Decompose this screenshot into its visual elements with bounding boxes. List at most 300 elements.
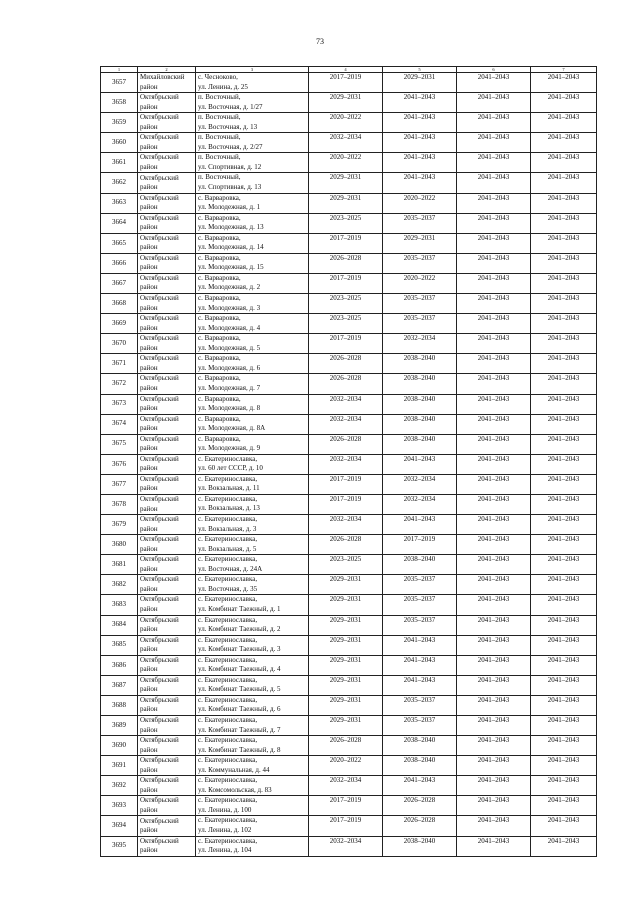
district-cell: Октябрьский район	[138, 515, 196, 535]
address-locality: с. Чесноково,	[198, 73, 238, 81]
period-cell: 2041–2043	[457, 454, 531, 474]
period-cell: 2041–2043	[531, 494, 597, 514]
period-cell: 2023–2025	[309, 555, 383, 575]
period-cell: 2038–2040	[383, 756, 457, 776]
district-cell: Михайловский район	[138, 73, 196, 93]
period-cell: 2032–2034	[309, 133, 383, 153]
period-cell: 2041–2043	[457, 776, 531, 796]
row-number: 3660	[101, 133, 138, 153]
period-cell: 2026–2028	[309, 535, 383, 555]
period-cell: 2041–2043	[457, 515, 531, 535]
district-cell: Октябрьский район	[138, 595, 196, 615]
period-cell: 2041–2043	[531, 796, 597, 816]
address-street: ул. Комбинат Таежный, д. 5	[198, 685, 281, 694]
address-street: ул. Молодежная, д. 1	[198, 203, 261, 212]
row-number: 3691	[101, 756, 138, 776]
period-cell: 2041–2043	[531, 314, 597, 334]
period-cell: 2041–2043	[531, 434, 597, 454]
address-cell	[196, 836, 309, 856]
district-cell: Октябрьский район	[138, 635, 196, 655]
address-cell	[196, 113, 309, 133]
row-number: 3672	[101, 374, 138, 394]
address-locality: с. Екатеринославка,	[198, 816, 258, 825]
address-cell	[196, 555, 309, 575]
address-cell	[196, 233, 309, 253]
period-cell: 2041–2043	[383, 93, 457, 113]
address-street: ул. Молодежная, д. 9	[198, 444, 261, 453]
period-cell: 2041–2043	[531, 575, 597, 595]
table-row	[101, 595, 597, 615]
row-number: 3674	[101, 414, 138, 434]
address-cell	[196, 796, 309, 816]
period-cell: 2041–2043	[531, 93, 597, 113]
period-cell: 2026–2028	[383, 796, 457, 816]
period-cell: 2041–2043	[531, 816, 597, 836]
table-row	[101, 153, 597, 173]
address-locality: с. Варваровка,	[198, 334, 241, 343]
table-row	[101, 173, 597, 193]
period-cell: 2023–2025	[309, 314, 383, 334]
address-locality: с. Екатеринославка,	[198, 474, 258, 483]
period-cell: 2038–2040	[383, 354, 457, 374]
period-cell: 2035–2037	[383, 695, 457, 715]
column-number: 2	[138, 67, 196, 73]
address-locality: с. Екатеринославка,	[198, 756, 258, 765]
row-number: 3662	[101, 173, 138, 193]
row-number: 3669	[101, 314, 138, 334]
period-cell: 2041–2043	[531, 253, 597, 273]
period-cell: 2020–2022	[309, 113, 383, 133]
address-cell	[196, 93, 309, 113]
table-row	[101, 796, 597, 816]
period-cell: 2041–2043	[383, 454, 457, 474]
period-cell: 2041–2043	[457, 816, 531, 836]
period-cell: 2035–2037	[383, 716, 457, 736]
period-cell: 2029–2031	[309, 675, 383, 695]
period-cell: 2026–2028	[309, 253, 383, 273]
row-number: 3692	[101, 776, 138, 796]
address-cell	[196, 595, 309, 615]
address-street: ул. Ленина, д. 25	[198, 82, 248, 91]
period-cell: 2035–2037	[383, 213, 457, 233]
row-number: 3693	[101, 796, 138, 816]
period-cell: 2017–2019	[309, 474, 383, 494]
address-locality: с. Екатеринославка,	[198, 494, 258, 503]
period-cell: 2029–2031	[309, 695, 383, 715]
address-cell	[196, 816, 309, 836]
district-cell: Октябрьский район	[138, 454, 196, 474]
column-number: 5	[383, 67, 457, 73]
row-number: 3689	[101, 716, 138, 736]
period-cell: 2041–2043	[457, 334, 531, 354]
period-cell: 2041–2043	[383, 515, 457, 535]
period-cell: 2038–2040	[383, 374, 457, 394]
period-cell: 2041–2043	[531, 635, 597, 655]
address-street: ул. Комсомольская, д. 83	[198, 785, 272, 794]
period-cell: 2041–2043	[383, 675, 457, 695]
housing-schedule-table	[100, 66, 597, 857]
row-number: 3684	[101, 615, 138, 635]
row-number: 3657	[101, 73, 138, 93]
period-cell: 2041–2043	[457, 575, 531, 595]
table-row	[101, 213, 597, 233]
period-cell: 2041–2043	[531, 454, 597, 474]
row-number: 3667	[101, 273, 138, 293]
period-cell: 2041–2043	[531, 133, 597, 153]
period-cell: 2041–2043	[531, 836, 597, 856]
period-cell: 2032–2034	[309, 414, 383, 434]
table-row	[101, 816, 597, 836]
address-street: ул. Молодежная, д. 7	[198, 383, 261, 392]
period-cell: 2017–2019	[309, 816, 383, 836]
address-street: ул. Молодежная, д. 2	[198, 283, 261, 292]
district-cell: Октябрьский район	[138, 133, 196, 153]
address-locality: с. Екатеринославка,	[198, 655, 258, 664]
row-number: 3679	[101, 515, 138, 535]
address-street: ул. Восточная, д. 35	[198, 584, 258, 593]
period-cell: 2041–2043	[457, 635, 531, 655]
period-cell: 2038–2040	[383, 394, 457, 414]
address-cell	[196, 635, 309, 655]
period-cell: 2041–2043	[531, 756, 597, 776]
period-cell: 2041–2043	[457, 595, 531, 615]
period-cell: 2041–2043	[531, 655, 597, 675]
table-row	[101, 374, 597, 394]
address-cell	[196, 675, 309, 695]
address-locality: с. Варваровка,	[198, 233, 241, 242]
district-cell: Октябрьский район	[138, 334, 196, 354]
row-number: 3664	[101, 213, 138, 233]
address-locality: с. Екатеринославка,	[198, 555, 258, 564]
period-cell: 2041–2043	[457, 695, 531, 715]
address-street: ул. Коммунальная, д. 44	[198, 765, 270, 774]
address-street: ул. Вокзальная, д. 13	[198, 504, 260, 513]
period-cell: 2041–2043	[531, 535, 597, 555]
period-cell: 2041–2043	[531, 695, 597, 715]
address-cell	[196, 253, 309, 273]
table-row	[101, 695, 597, 715]
address-locality: с. Варваровка,	[198, 414, 241, 423]
table-row	[101, 615, 597, 635]
address-cell	[196, 776, 309, 796]
period-cell: 2029–2031	[309, 615, 383, 635]
address-street: ул. 60 лет СССР, д. 10	[198, 464, 263, 473]
address-street: ул. Комбинат Таежный, д. 3	[198, 645, 281, 654]
address-street: ул. Восточная, д. 24А	[198, 564, 263, 573]
address-street: ул. Молодежная, д. 13	[198, 223, 264, 232]
address-street: ул. Молодежная, д. 14	[198, 243, 264, 252]
address-cell	[196, 535, 309, 555]
period-cell: 2041–2043	[531, 113, 597, 133]
period-cell: 2041–2043	[457, 93, 531, 113]
row-number: 3688	[101, 695, 138, 715]
row-number: 3695	[101, 836, 138, 856]
address-locality: с. Екатеринославка,	[198, 575, 258, 584]
district-cell: Октябрьский район	[138, 414, 196, 434]
district-cell: Октябрьский район	[138, 816, 196, 836]
period-cell: 2041–2043	[383, 113, 457, 133]
address-locality: с. Екатеринославка,	[198, 836, 258, 845]
period-cell: 2038–2040	[383, 555, 457, 575]
address-locality: с. Варваровка,	[198, 374, 241, 383]
period-cell: 2041–2043	[457, 555, 531, 575]
period-cell: 2038–2040	[383, 736, 457, 756]
address-cell	[196, 394, 309, 414]
district-cell: Октябрьский район	[138, 756, 196, 776]
row-number: 3681	[101, 555, 138, 575]
address-cell	[196, 655, 309, 675]
period-cell: 2041–2043	[457, 314, 531, 334]
column-number: 3	[196, 67, 309, 73]
address-locality: с. Екатеринославка,	[198, 796, 258, 805]
table-row	[101, 193, 597, 213]
period-cell: 2041–2043	[457, 394, 531, 414]
period-cell: 2026–2028	[309, 354, 383, 374]
row-number: 3666	[101, 253, 138, 273]
address-cell	[196, 374, 309, 394]
period-cell: 2041–2043	[457, 294, 531, 314]
address-locality: с. Варваровка,	[198, 354, 241, 363]
period-cell: 2041–2043	[457, 173, 531, 193]
period-cell: 2041–2043	[531, 233, 597, 253]
period-cell: 2041–2043	[457, 655, 531, 675]
address-locality: п. Восточный,	[198, 93, 241, 102]
row-number: 3665	[101, 233, 138, 253]
address-locality: с. Екатеринославка,	[198, 716, 258, 724]
address-cell	[196, 153, 309, 173]
table-row	[101, 535, 597, 555]
district-cell: Октябрьский район	[138, 776, 196, 796]
table-row	[101, 515, 597, 535]
table-row	[101, 334, 597, 354]
address-street: ул. Комбинат Таежный, д. 6	[198, 705, 281, 714]
district-cell: Октябрьский район	[138, 535, 196, 555]
period-cell: 2041–2043	[457, 494, 531, 514]
address-street: ул. Комбинат Таежный, д. 8	[198, 745, 281, 754]
address-cell	[196, 73, 309, 93]
table-row	[101, 716, 597, 736]
district-cell: Октябрьский район	[138, 273, 196, 293]
address-locality: п. Восточный,	[198, 153, 241, 162]
address-locality: с. Екатеринославка,	[198, 776, 258, 785]
row-number: 3658	[101, 93, 138, 113]
period-cell: 2041–2043	[457, 535, 531, 555]
district-cell: Октябрьский район	[138, 314, 196, 334]
row-number: 3680	[101, 535, 138, 555]
period-cell: 2041–2043	[457, 153, 531, 173]
address-cell	[196, 695, 309, 715]
address-locality: с. Екатеринославка,	[198, 515, 258, 524]
period-cell: 2035–2037	[383, 314, 457, 334]
period-cell: 2041–2043	[531, 394, 597, 414]
period-cell: 2041–2043	[531, 716, 597, 736]
district-cell: Октябрьский район	[138, 394, 196, 414]
address-street: ул. Молодежная, д. 5	[198, 343, 261, 352]
address-street: ул. Восточная, д. 2/27	[198, 142, 263, 151]
address-street: ул. Ленина, д. 104	[198, 846, 252, 855]
address-street: ул. Вокзальная, д. 11	[198, 484, 260, 493]
table-row	[101, 93, 597, 113]
address-street: ул. Молодежная, д. 3	[198, 303, 261, 312]
row-number: 3678	[101, 494, 138, 514]
address-street: ул. Молодежная, д. 4	[198, 323, 261, 332]
district-cell: Октябрьский район	[138, 655, 196, 675]
address-street: ул. Комбинат Таежный, д. 1	[198, 604, 281, 613]
address-cell	[196, 716, 309, 736]
address-locality: с. Екатеринославка,	[198, 615, 258, 624]
address-locality: с. Екатеринославка,	[198, 535, 258, 544]
district-cell: Октябрьский район	[138, 354, 196, 374]
address-street: ул. Вокзальная, д. 3	[198, 524, 257, 533]
period-cell: 2041–2043	[457, 836, 531, 856]
period-cell: 2041–2043	[457, 615, 531, 635]
table-body	[101, 67, 597, 857]
table-row	[101, 776, 597, 796]
column-number: 7	[531, 67, 597, 73]
row-number: 3686	[101, 655, 138, 675]
period-cell: 2026–2028	[309, 374, 383, 394]
period-cell: 2038–2040	[383, 414, 457, 434]
period-cell: 2041–2043	[531, 354, 597, 374]
address-cell	[196, 173, 309, 193]
period-cell: 2017–2019	[309, 273, 383, 293]
address-street: ул. Молодежная, д. 8А	[198, 424, 266, 433]
address-street: ул. Вокзальная, д. 5	[198, 544, 257, 553]
table-row	[101, 273, 597, 293]
period-cell: 2041–2043	[457, 414, 531, 434]
period-cell: 2026–2028	[309, 434, 383, 454]
period-cell: 2029–2031	[309, 635, 383, 655]
period-cell: 2017–2019	[309, 73, 383, 93]
district-cell: Октябрьский район	[138, 575, 196, 595]
row-number: 3694	[101, 816, 138, 836]
period-cell: 2041–2043	[457, 736, 531, 756]
table-row	[101, 555, 597, 575]
address-locality: с. Варваровка,	[198, 273, 241, 282]
table-row	[101, 394, 597, 414]
period-cell: 2041–2043	[457, 756, 531, 776]
address-street: ул. Комбинат Таежный, д. 7	[198, 725, 281, 734]
address-locality: с. Варваровка,	[198, 434, 241, 443]
period-cell: 2041–2043	[531, 515, 597, 535]
period-cell: 2041–2043	[531, 294, 597, 314]
district-cell: Октябрьский район	[138, 675, 196, 695]
address-street: ул. Комбинат Таежный, д. 4	[198, 665, 281, 674]
period-cell: 2041–2043	[531, 213, 597, 233]
period-cell: 2035–2037	[383, 615, 457, 635]
row-number: 3673	[101, 394, 138, 414]
address-cell	[196, 454, 309, 474]
address-street: ул. Восточная, д. 13	[198, 122, 258, 131]
period-cell: 2017–2019	[309, 334, 383, 354]
period-cell: 2041–2043	[457, 675, 531, 695]
period-cell: 2041–2043	[457, 193, 531, 213]
period-cell: 2041–2043	[457, 133, 531, 153]
period-cell: 2020–2022	[309, 153, 383, 173]
period-cell: 2041–2043	[383, 635, 457, 655]
period-cell: 2032–2034	[309, 836, 383, 856]
district-cell: Октябрьский район	[138, 615, 196, 635]
address-cell	[196, 474, 309, 494]
address-locality: п. Восточный,	[198, 133, 241, 142]
period-cell: 2041–2043	[457, 354, 531, 374]
period-cell: 2035–2037	[383, 575, 457, 595]
district-cell: Октябрьский район	[138, 796, 196, 816]
table-row	[101, 113, 597, 133]
table-row	[101, 675, 597, 695]
row-number: 3690	[101, 736, 138, 756]
period-cell: 2020–2022	[383, 273, 457, 293]
district-cell: Октябрьский район	[138, 193, 196, 213]
address-cell	[196, 434, 309, 454]
address-cell	[196, 193, 309, 213]
table-row	[101, 736, 597, 756]
address-cell	[196, 414, 309, 434]
row-number: 3668	[101, 294, 138, 314]
table-row	[101, 494, 597, 514]
period-cell: 2029–2031	[383, 73, 457, 93]
column-number: 1	[101, 67, 138, 73]
period-cell: 2041–2043	[531, 555, 597, 575]
page-number: 73	[316, 37, 324, 46]
period-cell: 2017–2019	[309, 494, 383, 514]
address-cell	[196, 615, 309, 635]
district-cell: Октябрьский район	[138, 374, 196, 394]
address-street: ул. Восточная, д. 1/27	[198, 102, 263, 111]
period-cell: 2041–2043	[531, 736, 597, 756]
period-cell: 2032–2034	[383, 494, 457, 514]
address-street: ул. Комбинат Таежный, д. 2	[198, 625, 281, 634]
address-cell	[196, 273, 309, 293]
address-street: ул. Спортивная, д. 13	[198, 182, 262, 191]
period-cell: 2041–2043	[531, 193, 597, 213]
table-row	[101, 655, 597, 675]
row-number: 3671	[101, 354, 138, 374]
address-cell	[196, 314, 309, 334]
row-number: 3670	[101, 334, 138, 354]
period-cell: 2026–2028	[309, 736, 383, 756]
address-locality: с. Варваровка,	[198, 294, 241, 303]
table-row	[101, 575, 597, 595]
period-cell: 2029–2031	[309, 716, 383, 736]
district-cell: Октябрьский район	[138, 555, 196, 575]
address-street: ул. Молодежная, д. 8	[198, 404, 261, 412]
table-row	[101, 454, 597, 474]
row-number: 3663	[101, 193, 138, 213]
column-number: 6	[457, 67, 531, 73]
period-cell: 2041–2043	[457, 434, 531, 454]
period-cell: 2026–2028	[383, 816, 457, 836]
table-row	[101, 836, 597, 856]
period-cell: 2029–2031	[309, 93, 383, 113]
period-cell: 2041–2043	[457, 273, 531, 293]
period-cell: 2032–2034	[383, 474, 457, 494]
period-cell: 2041–2043	[531, 153, 597, 173]
period-cell: 2041–2043	[457, 73, 531, 93]
period-cell: 2020–2022	[309, 756, 383, 776]
address-street: ул. Ленина, д. 102	[198, 825, 252, 834]
address-cell	[196, 354, 309, 374]
address-cell	[196, 736, 309, 756]
district-cell: Октябрьский район	[138, 113, 196, 133]
district-cell: Октябрьский район	[138, 434, 196, 454]
table-row	[101, 434, 597, 454]
period-cell: 2041–2043	[531, 73, 597, 93]
address-street: ул. Ленина, д. 100	[198, 805, 252, 814]
address-locality: с. Екатеринославка,	[198, 454, 258, 463]
period-cell: 2041–2043	[531, 374, 597, 394]
period-cell: 2041–2043	[457, 796, 531, 816]
